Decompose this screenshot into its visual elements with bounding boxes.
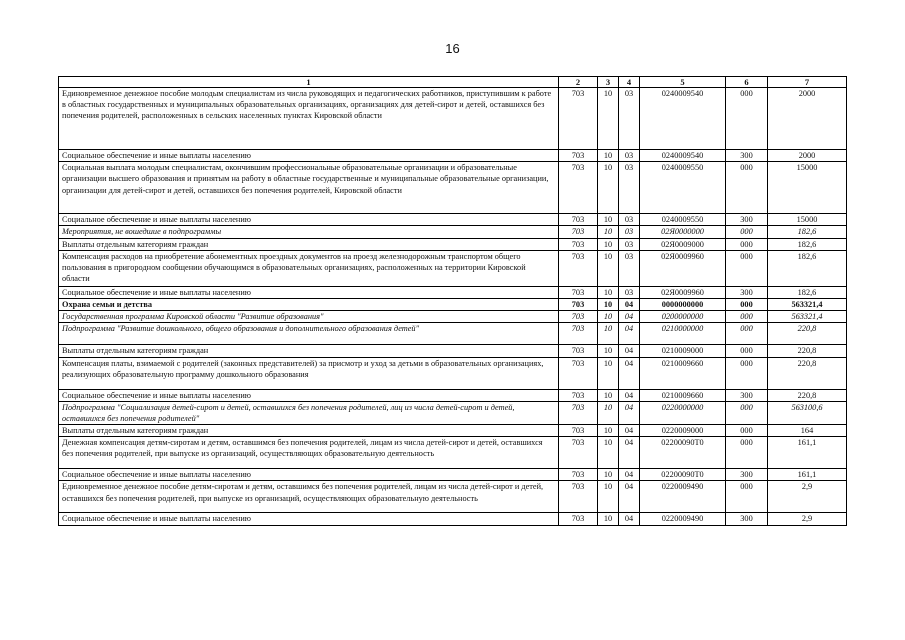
subsection-cell: 03 — [619, 250, 640, 286]
subsection-cell: 03 — [619, 150, 640, 162]
row-name-cell: Социальное обеспечение и иные выплаты населению — [59, 389, 559, 401]
amount-cell: 563100,6 — [768, 401, 847, 424]
subsection-cell: 04 — [619, 481, 640, 513]
target-article-cell: 0220000000 — [640, 401, 726, 424]
section-cell: 10 — [598, 298, 619, 310]
expense-type-cell: 000 — [726, 238, 768, 250]
ministry-code-cell: 703 — [559, 250, 598, 286]
table-row — [59, 513, 847, 525]
row-name-cell: Мероприятия, не вошедшие в подпрограммы — [59, 226, 559, 238]
row-name-cell: Единовременное денежное пособие детям-сиротам и детям, оставшимся без попечения родителей, лицам из числа детей-сирот и детей, оставшихся без попечения родителей, при выпуске из организаций, осуществляющих образовательную деятельность — [59, 481, 559, 513]
ministry-code-cell: 703 — [559, 401, 598, 424]
subsection-cell: 04 — [619, 357, 640, 389]
amount-cell: 220,8 — [768, 323, 847, 345]
amount-cell: 2000 — [768, 150, 847, 162]
expense-type-cell: 300 — [726, 150, 768, 162]
subsection-cell: 04 — [619, 437, 640, 469]
amount-cell: 220,8 — [768, 345, 847, 357]
subsection-cell: 04 — [619, 311, 640, 323]
target-article-cell: 0220009490 — [640, 513, 726, 525]
table-row — [59, 357, 847, 389]
amount-cell: 2,9 — [768, 513, 847, 525]
table-row — [59, 401, 847, 424]
row-name-cell: Социальное обеспечение и иные выплаты населению — [59, 469, 559, 481]
ministry-code-cell: 703 — [559, 481, 598, 513]
page-number: 16 — [445, 41, 460, 56]
row-name-cell: Социальное обеспечение и иные выплаты населению — [59, 286, 559, 298]
ministry-code-cell: 703 — [559, 323, 598, 345]
expense-type-cell: 000 — [726, 425, 768, 437]
target-article-cell: 0210009660 — [640, 389, 726, 401]
table-row — [59, 345, 847, 357]
ministry-code-cell: 703 — [559, 226, 598, 238]
amount-cell: 182,6 — [768, 238, 847, 250]
target-article-cell: 0240009540 — [640, 88, 726, 150]
section-cell: 10 — [598, 250, 619, 286]
column-header: 7 — [768, 77, 847, 88]
ministry-code-cell: 703 — [559, 286, 598, 298]
section-cell: 10 — [598, 389, 619, 401]
subsection-cell: 03 — [619, 214, 640, 226]
column-header: 6 — [726, 77, 768, 88]
ministry-code-cell: 703 — [559, 469, 598, 481]
row-name-cell: Подпрограмма "Развитие дошкольного, общего образования и дополнительного образования детей" — [59, 323, 559, 345]
expense-type-cell: 300 — [726, 469, 768, 481]
section-cell: 10 — [598, 401, 619, 424]
amount-cell: 161,1 — [768, 469, 847, 481]
column-header: 4 — [619, 77, 640, 88]
expense-type-cell: 000 — [726, 345, 768, 357]
target-article-cell: 0210000000 — [640, 323, 726, 345]
row-name-cell: Социальное обеспечение и иные выплаты населению — [59, 214, 559, 226]
ministry-code-cell: 703 — [559, 298, 598, 310]
section-cell: 10 — [598, 425, 619, 437]
amount-cell: 220,8 — [768, 357, 847, 389]
section-cell: 10 — [598, 437, 619, 469]
table-row — [59, 286, 847, 298]
expense-type-cell: 300 — [726, 389, 768, 401]
subsection-cell: 03 — [619, 226, 640, 238]
expense-type-cell: 300 — [726, 214, 768, 226]
subsection-cell: 04 — [619, 345, 640, 357]
ministry-code-cell: 703 — [559, 214, 598, 226]
section-cell: 10 — [598, 311, 619, 323]
amount-cell: 563321,4 — [768, 298, 847, 310]
amount-cell: 161,1 — [768, 437, 847, 469]
ministry-code-cell: 703 — [559, 437, 598, 469]
amount-cell: 182,6 — [768, 226, 847, 238]
table-row — [59, 469, 847, 481]
row-name-cell: Компенсация платы, взимаемой с родителей (законных представителей) за присмотр и уход за детьми в образовательных организациях, реализующих образовательную программу дошкольного образования — [59, 357, 559, 389]
expense-type-cell: 000 — [726, 298, 768, 310]
section-cell: 10 — [598, 357, 619, 389]
target-article-cell: 0000000000 — [640, 298, 726, 310]
row-name-cell: Выплаты отдельным категориям граждан — [59, 238, 559, 250]
column-header: 3 — [598, 77, 619, 88]
table-row — [59, 150, 847, 162]
section-cell: 10 — [598, 345, 619, 357]
subsection-cell: 04 — [619, 425, 640, 437]
row-name-cell: Компенсация расходов на приобретение абонементных проездных документов на проезд железнодорожным транспортом общего пользования в пригородном сообщении обучающимся в образовательных организациях, расположенных на территории Кировской области — [59, 250, 559, 286]
expense-type-cell: 300 — [726, 513, 768, 525]
amount-cell: 164 — [768, 425, 847, 437]
subsection-cell: 04 — [619, 298, 640, 310]
table-row — [59, 88, 847, 150]
ministry-code-cell: 703 — [559, 357, 598, 389]
table-header-row — [59, 77, 847, 88]
target-article-cell: 0240009540 — [640, 150, 726, 162]
amount-cell: 182,6 — [768, 250, 847, 286]
ministry-code-cell: 703 — [559, 238, 598, 250]
row-name-cell: Выплаты отдельным категориям граждан — [59, 425, 559, 437]
subsection-cell: 03 — [619, 88, 640, 150]
ministry-code-cell: 703 — [559, 150, 598, 162]
target-article-cell: 0200000000 — [640, 311, 726, 323]
row-name-cell: Подпрограмма "Социализация детей-сирот и детей, оставшихся без попечения родителей, лиц из числа детей-сирот и детей, оставшихся без попечения родителей" — [59, 401, 559, 424]
subsection-cell: 03 — [619, 238, 640, 250]
row-name-cell: Денежная компенсация детям-сиротам и детям, оставшимся без попечения родителей, лицам из числа детей-сирот и детей, оставшихся без попечения родителей, при выпуске из организаций, осуществляющих образовательную деятельность — [59, 437, 559, 469]
table-row — [59, 425, 847, 437]
row-name-cell: Социальная выплата молодым специалистам, окончившим профессиональные образовательные организации и образовательные организации высшего образования и принятым на работу в областные государственные и муниципальные образовательные организации, организации для детей-сирот и детей, оставшихся без попечения родителей, Кировской области — [59, 162, 559, 214]
subsection-cell: 04 — [619, 323, 640, 345]
subsection-cell: 03 — [619, 162, 640, 214]
section-cell: 10 — [598, 238, 619, 250]
target-article-cell: 0220009490 — [640, 481, 726, 513]
table-body — [59, 77, 847, 526]
table-row — [59, 250, 847, 286]
target-article-cell: 02Я0009960 — [640, 286, 726, 298]
amount-cell: 2000 — [768, 88, 847, 150]
expense-type-cell: 000 — [726, 311, 768, 323]
section-cell: 10 — [598, 88, 619, 150]
target-article-cell: 0240009550 — [640, 214, 726, 226]
target-article-cell: 0240009550 — [640, 162, 726, 214]
expense-type-cell: 000 — [726, 162, 768, 214]
section-cell: 10 — [598, 481, 619, 513]
expense-type-cell: 300 — [726, 286, 768, 298]
section-cell: 10 — [598, 150, 619, 162]
row-name-cell: Охрана семьи и детства — [59, 298, 559, 310]
amount-cell: 220,8 — [768, 389, 847, 401]
section-cell: 10 — [598, 323, 619, 345]
table-row — [59, 238, 847, 250]
table-row — [59, 226, 847, 238]
target-article-cell: 0220009000 — [640, 425, 726, 437]
expense-type-cell: 000 — [726, 250, 768, 286]
expense-type-cell: 000 — [726, 437, 768, 469]
section-cell: 10 — [598, 226, 619, 238]
ministry-code-cell: 703 — [559, 162, 598, 214]
column-header: 5 — [640, 77, 726, 88]
budget-table — [58, 76, 847, 526]
ministry-code-cell: 703 — [559, 88, 598, 150]
row-name-cell: Государственная программа Кировской области "Развитие образования" — [59, 311, 559, 323]
amount-cell: 15000 — [768, 162, 847, 214]
ministry-code-cell: 703 — [559, 345, 598, 357]
table-row — [59, 437, 847, 469]
row-name-cell: Социальное обеспечение и иные выплаты населению — [59, 150, 559, 162]
subsection-cell: 04 — [619, 401, 640, 424]
section-cell: 10 — [598, 286, 619, 298]
amount-cell: 182,6 — [768, 286, 847, 298]
target-article-cell: 0210009660 — [640, 357, 726, 389]
subsection-cell: 04 — [619, 389, 640, 401]
row-name-cell: Единовременное денежное пособие молодым специалистам из числа руководящих и педагогических работников, приступившим к работе в областных государственных и муниципальных образовательных организациях, организациях для детей-сирот и детей, оставшихся без попечения родителей, расположенных в сельских населенных пунктах Кировской области — [59, 88, 559, 150]
subsection-cell: 04 — [619, 469, 640, 481]
table-row — [59, 311, 847, 323]
expense-type-cell: 000 — [726, 357, 768, 389]
section-cell: 10 — [598, 214, 619, 226]
column-header: 2 — [559, 77, 598, 88]
target-article-cell: 02Я0009000 — [640, 238, 726, 250]
ministry-code-cell: 703 — [559, 513, 598, 525]
ministry-code-cell: 703 — [559, 425, 598, 437]
table-row — [59, 481, 847, 513]
amount-cell: 563321,4 — [768, 311, 847, 323]
row-name-cell: Выплаты отдельным категориям граждан — [59, 345, 559, 357]
table-row — [59, 389, 847, 401]
target-article-cell: 0210009000 — [640, 345, 726, 357]
subsection-cell: 03 — [619, 286, 640, 298]
ministry-code-cell: 703 — [559, 389, 598, 401]
section-cell: 10 — [598, 162, 619, 214]
expense-type-cell: 000 — [726, 481, 768, 513]
ministry-code-cell: 703 — [559, 311, 598, 323]
subsection-cell: 04 — [619, 513, 640, 525]
table-row — [59, 323, 847, 345]
expense-type-cell: 000 — [726, 323, 768, 345]
amount-cell: 2,9 — [768, 481, 847, 513]
section-cell: 10 — [598, 513, 619, 525]
table-row — [59, 298, 847, 310]
section-cell: 10 — [598, 469, 619, 481]
expense-type-cell: 000 — [726, 401, 768, 424]
target-article-cell: 02200090Т0 — [640, 437, 726, 469]
amount-cell: 15000 — [768, 214, 847, 226]
expense-type-cell: 000 — [726, 226, 768, 238]
target-article-cell: 02Я0000000 — [640, 226, 726, 238]
target-article-cell: 02Я0009960 — [640, 250, 726, 286]
column-header: 1 — [59, 77, 559, 88]
table-row — [59, 162, 847, 214]
target-article-cell: 02200090Т0 — [640, 469, 726, 481]
table-row — [59, 214, 847, 226]
row-name-cell: Социальное обеспечение и иные выплаты населению — [59, 513, 559, 525]
expense-type-cell: 000 — [726, 88, 768, 150]
